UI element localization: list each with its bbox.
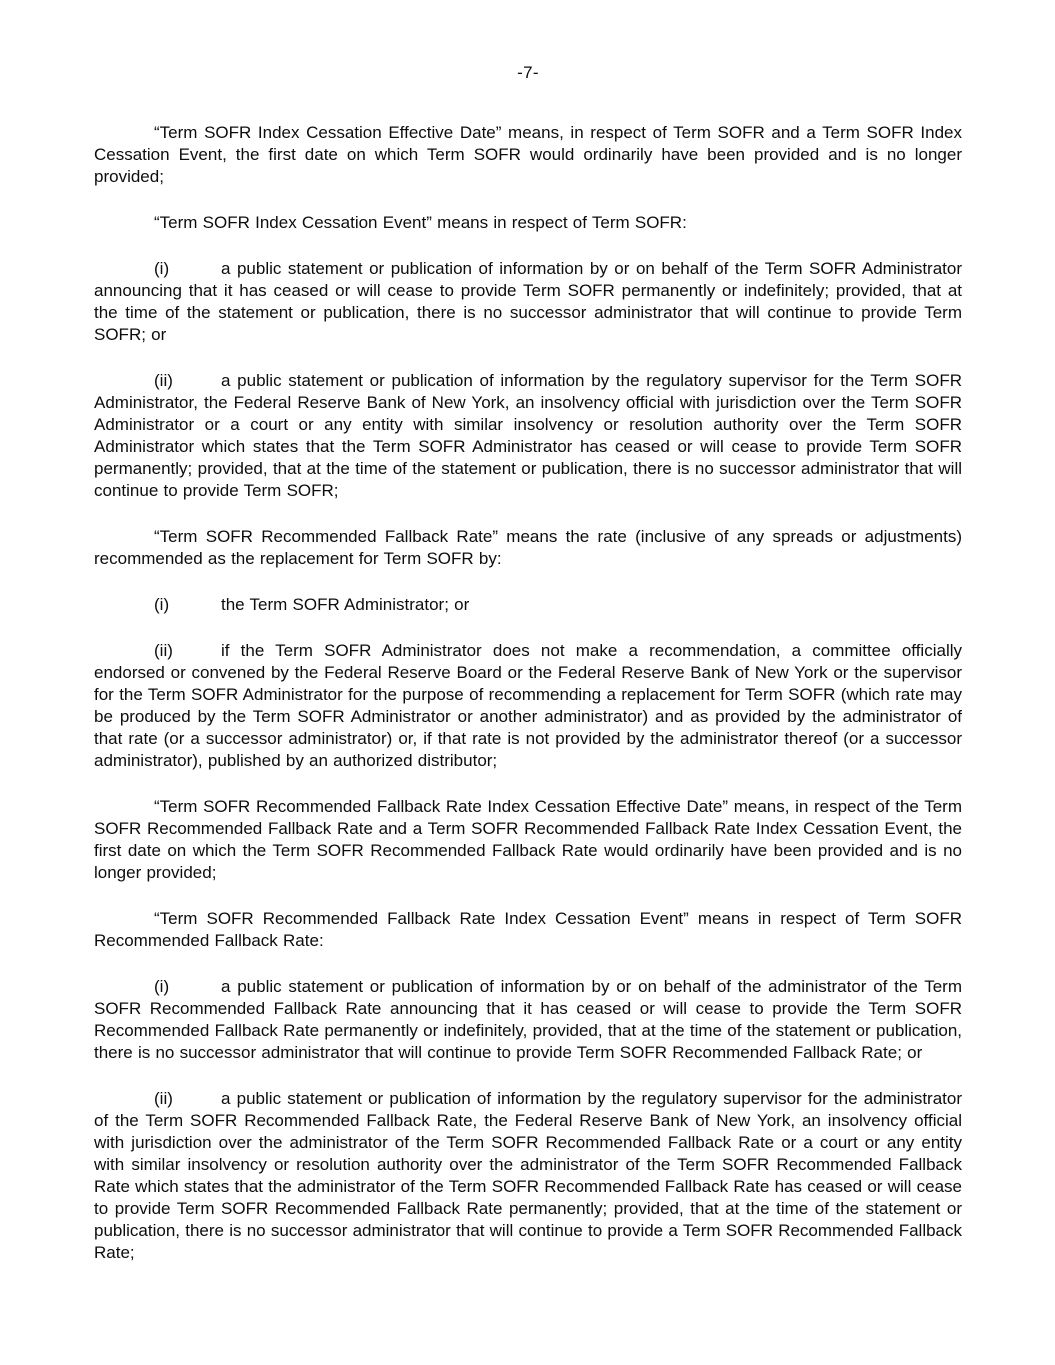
list-marker: (i) — [154, 595, 170, 614]
paragraph-text: the Term SOFR Administrator; or — [221, 595, 470, 614]
list-item-paragraph — [94, 594, 962, 616]
list-item-paragraph — [94, 976, 962, 1064]
paragraph-text: a public statement or publication of information by or on behalf of the administrator of the Term SOFR Recommended Fallback Rate announcing that it has ceased or will cease to provide the Term SOFR Recommended Fallback Rate permanently or indefinitely, provided, that at the time of the statement or publication, there is no successor administrator that will continue to provide Term SOFR Recommended Fallback Rate; or — [94, 977, 962, 1062]
list-marker: (ii) — [154, 1089, 173, 1108]
paragraph-text: “Term SOFR Recommended Fallback Rate Index Cessation Event” means in respect of Term SOFR Recommended Fallback Rate: — [94, 909, 962, 950]
list-marker: (i) — [154, 259, 170, 278]
definition-paragraph — [94, 122, 962, 188]
paragraph-text: “Term SOFR Recommended Fallback Rate Index Cessation Effective Date” means, in respect of the Term SOFR Recommended Fallback Rate and a Term SOFR Recommended Fallback Rate Index Cessation Event, the first date on which the Term SOFR Recommended Fallback Rate would ordinarily have been provided and is no longer provided; — [94, 797, 962, 882]
paragraph-text: if the Term SOFR Administrator does not make a recommendation, a committee officially endorsed or convened by the Federal Reserve Board or the Federal Reserve Bank of New York or the supervisor for the Term SOFR Administrator for the purpose of recommending a replacement for Term SOFR (which rate may be produced by the Term SOFR Administrator or another administrator) and as provided by the administrator of that rate (or a successor administrator) or, if that rate is not provided by the administrator thereof (or a successor administrator), published by an authorized distributor; — [94, 641, 962, 770]
paragraph-text: “Term SOFR Index Cessation Event” means in respect of Term SOFR: — [154, 213, 687, 232]
paragraph-text: a public statement or publication of information by the regulatory supervisor for the Term SOFR Administrator, the Federal Reserve Bank of New York, an insolvency official with jurisdiction over the Term SOFR Administrator or a court or any entity with similar insolvency or resolution authority over the Term SOFR Administrator which states that the Term SOFR Administrator has ceased or will cease to provide Term SOFR permanently; provided, that at the time of the statement or publication, there is no successor administrator that will continue to provide Term SOFR; — [94, 371, 962, 500]
definition-paragraph — [94, 908, 962, 952]
list-item-paragraph — [94, 1088, 962, 1264]
list-marker: (ii) — [154, 371, 173, 390]
list-marker: (i) — [154, 977, 170, 996]
paragraph-text: a public statement or publication of information by the regulatory supervisor for the administrator of the Term SOFR Recommended Fallback Rate, the Federal Reserve Bank of New York, an insolvency official with jurisdiction over the administrator of the Term SOFR Recommended Fallback Rate or a court or any entity with similar insolvency or resolution authority over the administrator of the Term SOFR Recommended Fallback Rate which states that the administrator of the Term SOFR Recommended Fallback Rate has ceased or will cease to provide Term SOFR Recommended Fallback Rate permanently; provided, that at the time of the statement or publication, there is no successor administrator that will continue to provide a Term SOFR Recommended Fallback Rate; — [94, 1089, 962, 1262]
paragraph-text: a public statement or publication of information by or on behalf of the Term SOFR Administrator announcing that it has ceased or will cease to provide Term SOFR permanently or indefinitely; provided, that at the time of the statement or publication, there is no successor administrator that will continue to provide Term SOFR; or — [94, 259, 962, 344]
definition-paragraph — [94, 526, 962, 570]
page-number: -7- — [517, 63, 539, 82]
definition-paragraph — [94, 796, 962, 884]
paragraph-text: “Term SOFR Index Cessation Effective Date” means, in respect of Term SOFR and a Term SOFR Index Cessation Event, the first date on which Term SOFR would ordinarily have been provided and is no longer provided; — [94, 123, 962, 186]
paragraph-text: “Term SOFR Recommended Fallback Rate” means the rate (inclusive of any spreads or adjustments) recommended as the replacement for Term SOFR by: — [94, 527, 962, 568]
list-item-paragraph — [94, 640, 962, 772]
definition-paragraph — [94, 212, 962, 234]
list-item-paragraph — [94, 370, 962, 502]
list-marker: (ii) — [154, 641, 173, 660]
list-item-paragraph — [94, 258, 962, 346]
